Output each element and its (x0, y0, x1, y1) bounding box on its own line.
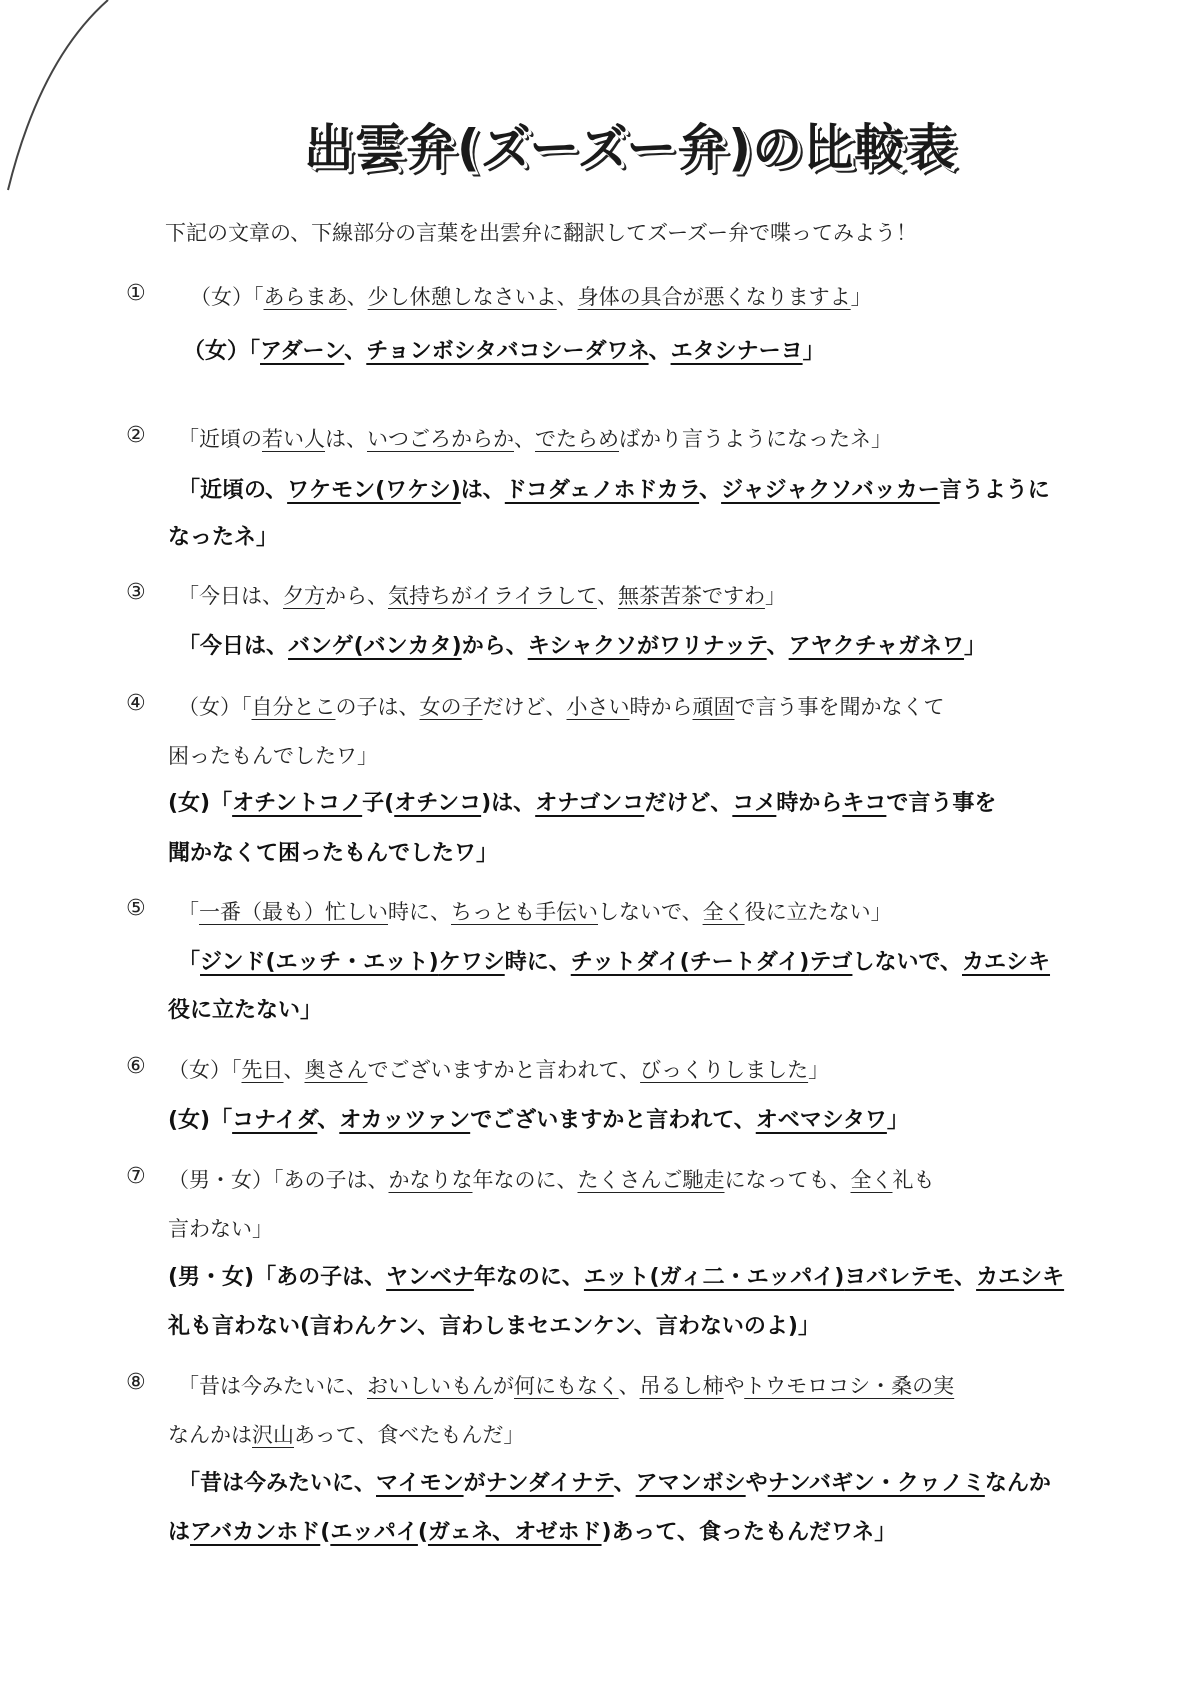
standard-japanese-line (168, 1213, 273, 1243)
izumo-dialect-line (168, 786, 996, 817)
text-segment: しないで、 (852, 950, 962, 975)
izumo-dialect-line (168, 1309, 820, 1340)
text-segment: （男・女）「あの子は、 (168, 1168, 389, 1192)
text-segment: 聞かなくて困ったもんでしたワ」 (168, 841, 499, 866)
underlined-phrase: ジンド(エッチ・エット) (200, 950, 439, 975)
text-segment: 年なのに、 (472, 1168, 578, 1192)
entry-number: ⑥ (126, 1054, 146, 1079)
entry-number: ② (126, 423, 146, 448)
text-segment: から、 (461, 634, 528, 659)
standard-japanese-line (178, 896, 892, 926)
text-segment: が (463, 1471, 486, 1496)
standard-japanese-line (178, 1370, 954, 1400)
text-segment: 」 (808, 1058, 830, 1082)
underlined-phrase: エット(ガィ二・エッパイ) (583, 1265, 845, 1290)
underlined-phrase: キコ (842, 791, 887, 816)
text-segment: 、 (317, 1108, 340, 1133)
underlined-phrase: 夕方 (283, 584, 325, 608)
underlined-phrase: ナンダイナテ (485, 1471, 614, 1496)
underlined-phrase: でたらめ (535, 427, 619, 451)
text-segment: でございますかと言われて、 (367, 1058, 641, 1082)
text-segment: あって、食べたもんだ」 (294, 1423, 525, 1447)
text-segment: 「昔は今みたいに、 (178, 1374, 367, 1398)
text-segment: なったネ」 (168, 525, 279, 550)
text-segment: になっても、 (724, 1168, 851, 1192)
text-segment: 時から (629, 695, 693, 719)
text-segment: しないで、 (598, 900, 703, 924)
entry-number: ① (126, 281, 146, 306)
underlined-phrase: あらまあ (263, 285, 347, 309)
text-segment: ( (417, 1520, 428, 1545)
text-segment: 、 (596, 584, 618, 608)
text-segment: 」 (850, 285, 872, 309)
underlined-phrase: 沢山 (252, 1423, 294, 1447)
underlined-phrase: 頑固 (692, 695, 735, 719)
text-segment: )は、 (481, 791, 536, 816)
text-segment: だけど、 (644, 791, 733, 816)
underlined-phrase: ヤンベナ (386, 1265, 474, 1290)
underlined-phrase: カエシキ (976, 1265, 1065, 1290)
underlined-phrase: いつごろからか (367, 427, 514, 451)
text-segment: 言わない」 (168, 1217, 273, 1241)
underlined-phrase: 女の子 (419, 695, 483, 719)
underlined-phrase: バンゲ(バンカタ) (288, 634, 462, 659)
text-segment: 、 (344, 339, 367, 364)
text-segment: や (745, 1471, 768, 1496)
izumo-dialect-line (178, 473, 1050, 504)
text-segment: 子( (362, 791, 395, 816)
underlined-phrase: 一番（最も） (199, 900, 325, 924)
underlined-phrase: チョンボシタバコシーダワネ (366, 339, 649, 364)
underlined-phrase: ナンバギン・クヮノミ (767, 1471, 985, 1496)
underlined-phrase: ヨバレテモ (844, 1265, 955, 1290)
text-segment: （女）「 (190, 285, 264, 309)
text-segment: なんかは (168, 1423, 252, 1447)
underlined-phrase: 気持ちがイライラして (388, 584, 597, 608)
text-segment: 「今日は、 (178, 634, 289, 659)
underlined-phrase: エタシナーヨ (670, 339, 803, 364)
text-segment: でございますかと言われて、 (470, 1108, 756, 1133)
text-segment: ( (320, 1520, 331, 1545)
standard-japanese-line (178, 691, 945, 721)
standard-japanese-line (168, 1419, 524, 1449)
izumo-dialect-line (168, 1103, 909, 1134)
text-segment: 年なのに、 (473, 1265, 584, 1290)
underlined-phrase: アバカンホド (190, 1520, 321, 1545)
text-segment: 、 (766, 634, 789, 659)
text-segment: (女)「 (168, 791, 233, 816)
underlined-phrase: 全く (702, 900, 745, 924)
text-segment: が (493, 1374, 514, 1398)
text-segment: 、 (648, 339, 671, 364)
underlined-phrase: コナイダ (232, 1108, 318, 1133)
underlined-phrase: オナゴンコ (535, 791, 645, 816)
izumo-dialect-line (178, 945, 1050, 976)
izumo-dialect-line (168, 520, 278, 551)
text-segment: 「 (178, 950, 201, 975)
underlined-phrase: ジャジャクソバッカー (721, 478, 940, 503)
underlined-phrase: 無茶苦茶ですわ (617, 584, 765, 608)
underlined-phrase: オチンコ (394, 791, 482, 816)
standard-japanese-line (178, 580, 786, 610)
underlined-phrase: 忙しい (325, 900, 388, 924)
standard-japanese-line (178, 423, 892, 453)
text-segment: (男・女)「あの子は、 (168, 1265, 387, 1290)
underlined-phrase: 身体の具合が悪くなりますよ (577, 285, 851, 309)
text-segment: (女)「 (168, 1108, 233, 1133)
text-segment: 」 (764, 584, 786, 608)
text-segment: )あって、食ったもんだワネ」 (601, 1520, 897, 1545)
underlined-phrase: 自分とこ (251, 695, 336, 719)
underlined-phrase: ワケモン(ワケシ) (287, 478, 461, 503)
underlined-phrase: ちっとも (451, 900, 535, 924)
underlined-phrase: オカッツァン (339, 1108, 471, 1133)
underlined-phrase: オベマシタワ (755, 1108, 887, 1133)
text-segment: 」 (802, 339, 825, 364)
text-segment: 、 (346, 285, 368, 309)
text-segment: 、 (556, 285, 578, 309)
underlined-phrase: びっくりしました (640, 1058, 809, 1082)
izumo-dialect-line (168, 1260, 1064, 1291)
text-segment: 」 (886, 1108, 909, 1133)
underlined-phrase: アマンボシ (635, 1471, 746, 1496)
underlined-phrase: おいしいもん (367, 1374, 493, 1398)
text-segment: 困ったもんでしたワ」 (168, 744, 378, 768)
text-segment: 役に立たない」 (744, 900, 892, 924)
text-segment: 「近頃の、 (178, 478, 288, 503)
underlined-phrase: たくさんご馳走 (577, 1168, 725, 1192)
text-segment: 時に、 (504, 950, 571, 975)
underlined-phrase: 奥さん (304, 1058, 368, 1082)
underlined-phrase: コメ (732, 791, 777, 816)
standard-japanese-line (168, 740, 378, 770)
entry-number: ⑦ (126, 1164, 146, 1189)
text-segment: （女）「 (178, 695, 252, 719)
text-segment: 「近頃の (178, 427, 262, 451)
intro-text: 下記の文章の、下線部分の言葉を出雲弁に翻訳してズーズー弁で喋ってみよう！ (165, 221, 918, 245)
standard-japanese-line (168, 1164, 935, 1194)
underlined-phrase: 小さい (566, 695, 630, 719)
text-segment: や (723, 1374, 745, 1398)
izumo-dialect-line (183, 334, 825, 365)
text-segment: なんか (984, 1471, 1051, 1496)
text-segment: 、 (613, 1471, 636, 1496)
text-segment: 時に、 (388, 900, 451, 924)
text-segment: 役に立たない」 (168, 998, 323, 1023)
text-segment: 、 (699, 478, 722, 503)
underlined-phrase: マイモン (376, 1471, 464, 1496)
underlined-phrase: 全く (850, 1168, 893, 1192)
text-segment: から、 (325, 584, 388, 608)
text-segment: 「 (178, 900, 199, 924)
text-segment: 、 (514, 427, 535, 451)
text-segment: 、 (283, 1058, 305, 1082)
izumo-dialect-line (168, 993, 322, 1024)
standard-japanese-line (190, 281, 872, 311)
text-segment: だけど、 (482, 695, 567, 719)
underlined-phrase: ケワシ (438, 950, 505, 975)
text-segment: で言う事を (886, 791, 997, 816)
underlined-phrase: キシャクソがワリナッテ (527, 634, 767, 659)
entry-number: ④ (126, 691, 146, 716)
underlined-phrase: チットダイ(チートダイ) (570, 950, 810, 975)
underlined-phrase: テゴ (809, 950, 853, 975)
underlined-phrase: アダーン (260, 339, 345, 364)
underlined-phrase: かなりな (388, 1168, 473, 1192)
izumo-dialect-line (178, 1466, 1051, 1497)
text-segment: （女）「 (168, 1058, 242, 1082)
text-segment: 礼も言わない(言わんケン、言わしまセエンケン、言わないのよ)」 (168, 1314, 820, 1339)
standard-japanese-line (168, 1054, 829, 1084)
izumo-dialect-line (168, 836, 498, 867)
izumo-dialect-line (178, 629, 986, 660)
text-segment: 、 (954, 1265, 977, 1290)
underlined-phrase: オチントコノ (232, 791, 363, 816)
text-segment: の子は、 (335, 695, 420, 719)
underlined-phrase: カエシキ (962, 950, 1051, 975)
text-segment: 時から (776, 791, 843, 816)
text-segment: 言うように (939, 478, 1050, 503)
text-segment: 「今日は、 (178, 584, 283, 608)
text-segment: 、 (618, 1374, 640, 1398)
entry-number: ⑧ (126, 1370, 146, 1395)
underlined-phrase: 若い人 (262, 427, 325, 451)
entry-number: ③ (126, 580, 146, 605)
underlined-phrase: トウモロコシ・桑の実 (744, 1374, 955, 1398)
text-segment: ばかり言うようになったネ」 (619, 427, 892, 451)
text-segment: は、 (460, 478, 505, 503)
underlined-phrase: 何にもなく (514, 1374, 619, 1398)
text-segment: で言う事を聞かなくて (734, 695, 945, 719)
text-segment: は、 (325, 427, 367, 451)
underlined-phrase: 少し休憩しなさいよ (367, 285, 557, 309)
underlined-phrase: ドコダェノホドカラ (504, 478, 700, 503)
underlined-phrase: ガェネ、オゼホド (427, 1520, 602, 1545)
underlined-phrase: 先日 (241, 1058, 284, 1082)
underlined-phrase: 吊るし柿 (639, 1374, 724, 1398)
text-segment: 礼も (892, 1168, 935, 1192)
text-segment: （女）「 (183, 339, 261, 364)
text-segment: 「昔は今みたいに、 (178, 1471, 377, 1496)
page-title: 出雲弁(ズーズー弁)の比較表 (303, 119, 957, 177)
underlined-phrase: 手伝い (535, 900, 598, 924)
izumo-dialect-line (168, 1515, 896, 1546)
entry-number: ⑤ (126, 896, 146, 921)
underlined-phrase: エッパイ (330, 1520, 418, 1545)
underlined-phrase: アヤクチャガネワ (788, 634, 964, 659)
text-segment: は (168, 1520, 191, 1545)
text-segment: 」 (963, 634, 986, 659)
